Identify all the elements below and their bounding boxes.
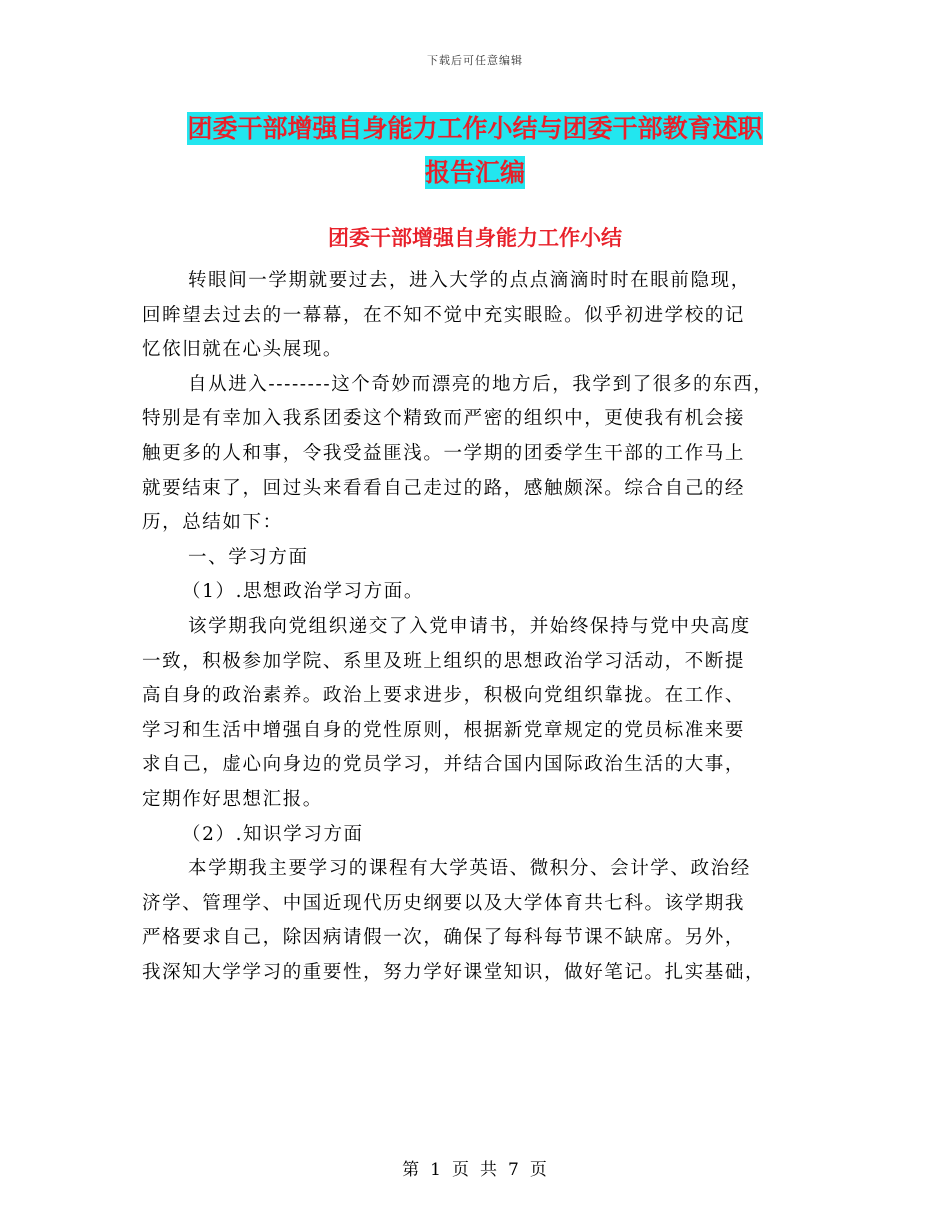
body-line: 就要结束了，回过头来看看自己走过的路，感触颇深。综合自己的经: [142, 477, 746, 499]
total-pages: 7: [508, 1160, 520, 1180]
subheading-political: [142, 575, 827, 610]
document-title-line-2: [0, 156, 950, 190]
body-line: （2）.知识学习方面: [182, 823, 364, 845]
heading-study: [142, 541, 827, 576]
body-line: 求自己，虚心向身边的党员学习，并结合国内国际政治生活的大事，: [142, 754, 746, 776]
document-title-line-1-text: 团委干部增强自身能力工作小结与团委干部教育述职: [187, 114, 763, 143]
page-footer: [0, 1155, 950, 1180]
paragraph-political: [142, 610, 827, 818]
body-line: 本学期我主要学习的课程有大学英语、微积分、会计学、政治经: [188, 858, 751, 880]
body-line: 忆依旧就在心头展现。: [142, 339, 344, 361]
paragraph-intro: [142, 264, 827, 368]
body-line: 严格要求自己，除因病请假一次，确保了每科每节课不缺席。另外，: [142, 927, 746, 949]
body-line: 一、学习方面: [188, 546, 309, 568]
document-title-line-2-text: 报告汇编: [424, 158, 525, 187]
body-line: 自从进入--------这个奇妙而漂亮的地方后，我学到了很多的东西，: [188, 373, 774, 395]
body-line: 济学、管理学、中国近现代历史纲要以及大学体育共七科。该学期我: [142, 892, 746, 914]
body-line: 我深知大学学习的重要性，努力学好课堂知识，做好笔记。扎实基础，: [142, 961, 766, 983]
subheading-knowledge: [142, 818, 827, 853]
body-line: （1）.思想政治学习方面。: [182, 581, 424, 603]
body-line: 该学期我向党组织递交了入党申请书，并始终保持与党中央高度: [188, 615, 751, 637]
footer-mid1: 页: [452, 1160, 470, 1180]
footer-prefix: 第: [402, 1160, 421, 1180]
body-line: 特别是有幸加入我系团委这个精致而严密的组织中，更使我有机会接: [142, 408, 746, 430]
page-header: 下载后可任意编辑: [427, 54, 523, 67]
body-line: 定期作好思想汇报。: [142, 788, 323, 810]
body-line: 触更多的人和事，令我受益匪浅。一学期的团委学生干部的工作马上: [142, 442, 746, 464]
paragraph-join: [142, 368, 827, 541]
body-line: 学习和生活中增强自身的党性原则，根据新党章规定的党员标准来要: [142, 719, 746, 741]
body-line: 历，总结如下：: [142, 512, 283, 534]
page-number: 1: [430, 1160, 442, 1180]
section-title: 团委干部增强自身能力工作小结: [328, 226, 622, 250]
footer-mid2: 共: [480, 1160, 498, 1180]
body-line: 一致，积极参加学院、系里及班上组织的思想政治学习活动，不断提: [142, 650, 746, 672]
body-text: [142, 264, 827, 990]
body-line: 转眼间一学期就要过去，进入大学的点点滴滴时时在眼前隐现，: [188, 270, 751, 291]
footer-suffix: 页: [529, 1160, 548, 1180]
body-line: 回眸望去过去的一幕幕，在不知不觉中充实眼睑。似乎初进学校的记: [142, 304, 746, 326]
paragraph-knowledge: [142, 852, 827, 990]
body-line: 高自身的政治素养。政治上要求进步，积极向党组织靠拢。在工作、: [142, 685, 746, 707]
document-title-line-1: [0, 112, 950, 146]
